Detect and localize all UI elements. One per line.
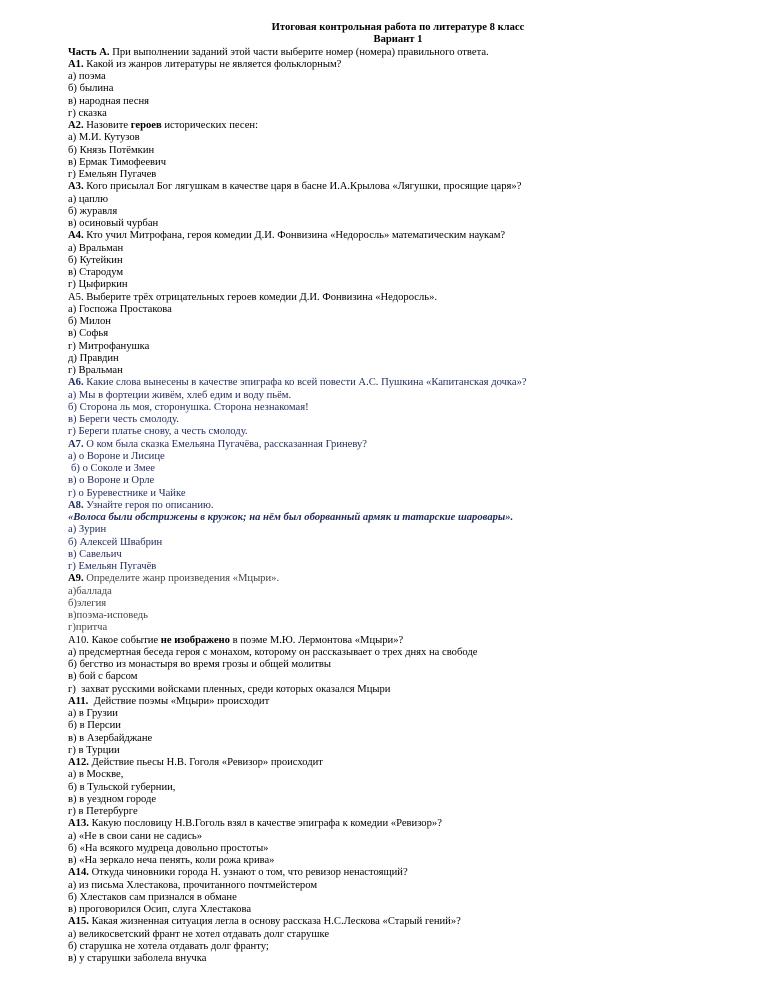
answer-option: в) бой с барсом [68,671,138,683]
answer-option: б) былина [68,83,114,95]
question-text: Определите жанр произведения «Мцыри». [86,573,280,585]
answer-option: а) в Грузии [68,708,118,719]
answer-option: г) Митрофанушка [68,340,150,352]
question-a12 [68,757,728,769]
answer-option: а) Зурин [68,524,107,536]
answer-option: а) Вральман [68,242,124,254]
answer-option: в) о Вороне и Орле [68,475,155,487]
question-text: Какая жизненная ситуация легла в основу рассказа Н.С.Лескова «Старый гений»? [91,916,461,928]
question-number: А13. [68,818,89,830]
question-text: Действие поэмы «Мцыри» происходит [90,695,270,707]
answer-option: в) народная песня [68,95,149,107]
question-number: А3. [68,181,84,193]
answer-option: б) старушка не хотела отдавать долг франту; [68,940,269,952]
answer-option: б) Кутейкин [68,254,123,266]
answer-option: г) Вральман [68,365,123,376]
answer-option: а) М.И. Кутузов [68,132,140,144]
part-instruction: Часть А. При выполнении заданий этой части выберите номер (номера) правильного ответа. [68,46,489,58]
question-a6 [68,377,728,389]
question-a13 [68,818,728,830]
answer-option: а) из письма Хлестакова, прочитанного почтмейстером [68,879,318,891]
question-a14 [68,867,728,879]
answer-option: в) в уездном городе [68,793,157,805]
question-text: Кого присылал Бог лягушкам в качестве царя в басне И.А.Крылова «Лягушки, просящие царя»? [86,181,522,193]
question-number: А9. [68,573,84,585]
answer-option: б) о Соколе и Змее [71,463,156,474]
answer-option: г) в Турции [68,744,120,756]
answer-option: г) захват русскими войсками пленных, среди которых оказался Мцыри [68,683,391,695]
answer-option: г) сказка [68,107,107,119]
question-a1 [68,59,728,71]
answer-option: г) Емельян Пугачев [68,169,157,180]
question-number: А15. [68,916,89,928]
question-a4 [68,230,728,242]
answer-option: в) «На зеркало неча пенять, коли рожа крива» [68,855,275,866]
question-number: А4. [68,230,84,242]
answer-option: а) предсмертная беседа героя с монахом, которому он рассказывает о трех днях на свободе [68,646,478,658]
answer-option: б) Алексей Швабрин [68,536,163,548]
description-quote: «Волоса были обстрижены в кружок; на нём был оборванный армяк и татарские шаровары». [68,512,514,523]
part-label: Часть А. [68,46,110,58]
answer-option: в) в Азербайджане [68,732,153,744]
answer-option: г) о Буревестнике и Чайке [68,487,186,499]
answer-option: б) Князь Потёмкин [68,144,155,156]
question-a3 [68,181,728,193]
question-a9 [68,573,728,585]
answer-option: г) Цыфиркин [68,279,128,291]
answer-option: а) великосветский франт не хотел отдавать долг старушке [68,928,330,940]
answer-option: а) Госпожа Простакова [68,303,172,315]
document-title: Итоговая контрольная работа по литературе 8 класс [271,22,525,33]
answer-option: д) Правдин [68,352,119,364]
answer-option: г) Береги платье снову, а честь смолоду. [68,426,248,438]
answer-option: г) в Петербурге [68,806,138,817]
question-number: А2. [68,120,84,131]
answer-option: в)поэма-исповедь [68,610,149,621]
question-text: Какие слова вынесены в качестве эпиграфа ко всей повести А.С. Пушкина «Капитанская дочка»? [86,377,527,389]
answer-option: в) Береги честь смолоду. [68,414,179,425]
question-number: А8. [68,499,84,511]
variant-label: Вариант 1 [373,34,423,46]
answer-option: в) Ермак Тимофеевич [68,156,167,168]
question-a2: А2. Назовите героев исторических песен: [68,120,259,131]
question-text: Откуда чиновники города Н. узнают о том, что ревизор ненастоящий? [91,867,408,879]
answer-option: в) Савельич [68,548,122,560]
answer-option: б) в Персии [68,720,121,732]
answer-option: в) проговорился Осип, слуга Хлестакова [68,904,252,915]
answer-option: а) цаплю [68,193,108,205]
question-number: А14. [68,867,89,879]
question-a15 [68,916,728,928]
answer-option: в) у старушки заболела внучка [68,953,207,964]
answer-option: а) поэма [68,71,106,82]
question-number: А10. [68,634,89,646]
answer-option: а) «Не в свои сани не садись» [68,830,203,842]
question-number: А12. [68,757,89,768]
answer-option: б) в Тульской губернии, [68,781,176,793]
answer-option: б) Сторона ль моя, сторонушка. Сторона незнакомая! [68,401,309,413]
question-text: О ком была сказка Емельяна Пугачёва, рассказанная Гриневу? [86,438,367,450]
question-text: Какую пословицу Н.В.Гоголь взял в качестве эпиграфа к комедии «Ревизор»? [91,818,442,830]
answer-option: в) Стародум [68,267,124,278]
answer-option: б) журавля [68,205,118,217]
question-a8 [68,500,728,512]
answer-option: б)элегия [68,597,107,609]
answer-option: г)притча [68,622,108,634]
answer-option: г) Емельян Пугачёв [68,561,157,572]
question-a7 [68,439,728,451]
answer-option: а) в Москве, [68,769,124,781]
answer-option: б) Милон [68,316,111,327]
answer-option: а)баллада [68,585,112,597]
question-text: Кто учил Митрофана, героя комедии Д.И. Фонвизина «Недоросль» математическим наукам? [86,230,506,242]
question-a5: А5. Выберите трёх отрицательных героев комедии Д.И. Фонвизина «Недоросль». [68,291,438,303]
answer-option: в) Софья [68,328,109,340]
answer-option: а) о Вороне и Лисице [68,450,165,462]
answer-option: а) Мы в фортеции живём, хлеб едим и воду пьём. [68,389,292,401]
question-text: Какой из жанров литературы не является фольклорным? [86,58,342,70]
question-a11 [68,696,728,708]
question-text: Узнайте героя по описанию. [86,499,214,511]
question-number: А1. [68,58,84,70]
question-number: А7. [68,438,84,450]
answer-option: в) осиновый чурбан [68,218,159,229]
answer-option: б) бегство из монастыря во время грозы и общей молитвы [68,659,331,670]
question-number: А11. [68,695,89,707]
question-number: А6. [68,377,84,389]
answer-option: б) Хлестаков сам признался в обмане [68,891,237,903]
question-a10: А10. Какое событие не изображено в поэме М.Ю. Лермонтова «Мцыри»? [68,634,404,646]
answer-option: б) «На всякого мудреца довольно простоты» [68,842,269,854]
question-text: Действие пьесы Н.В. Гоголя «Ревизор» происходит [91,757,323,768]
